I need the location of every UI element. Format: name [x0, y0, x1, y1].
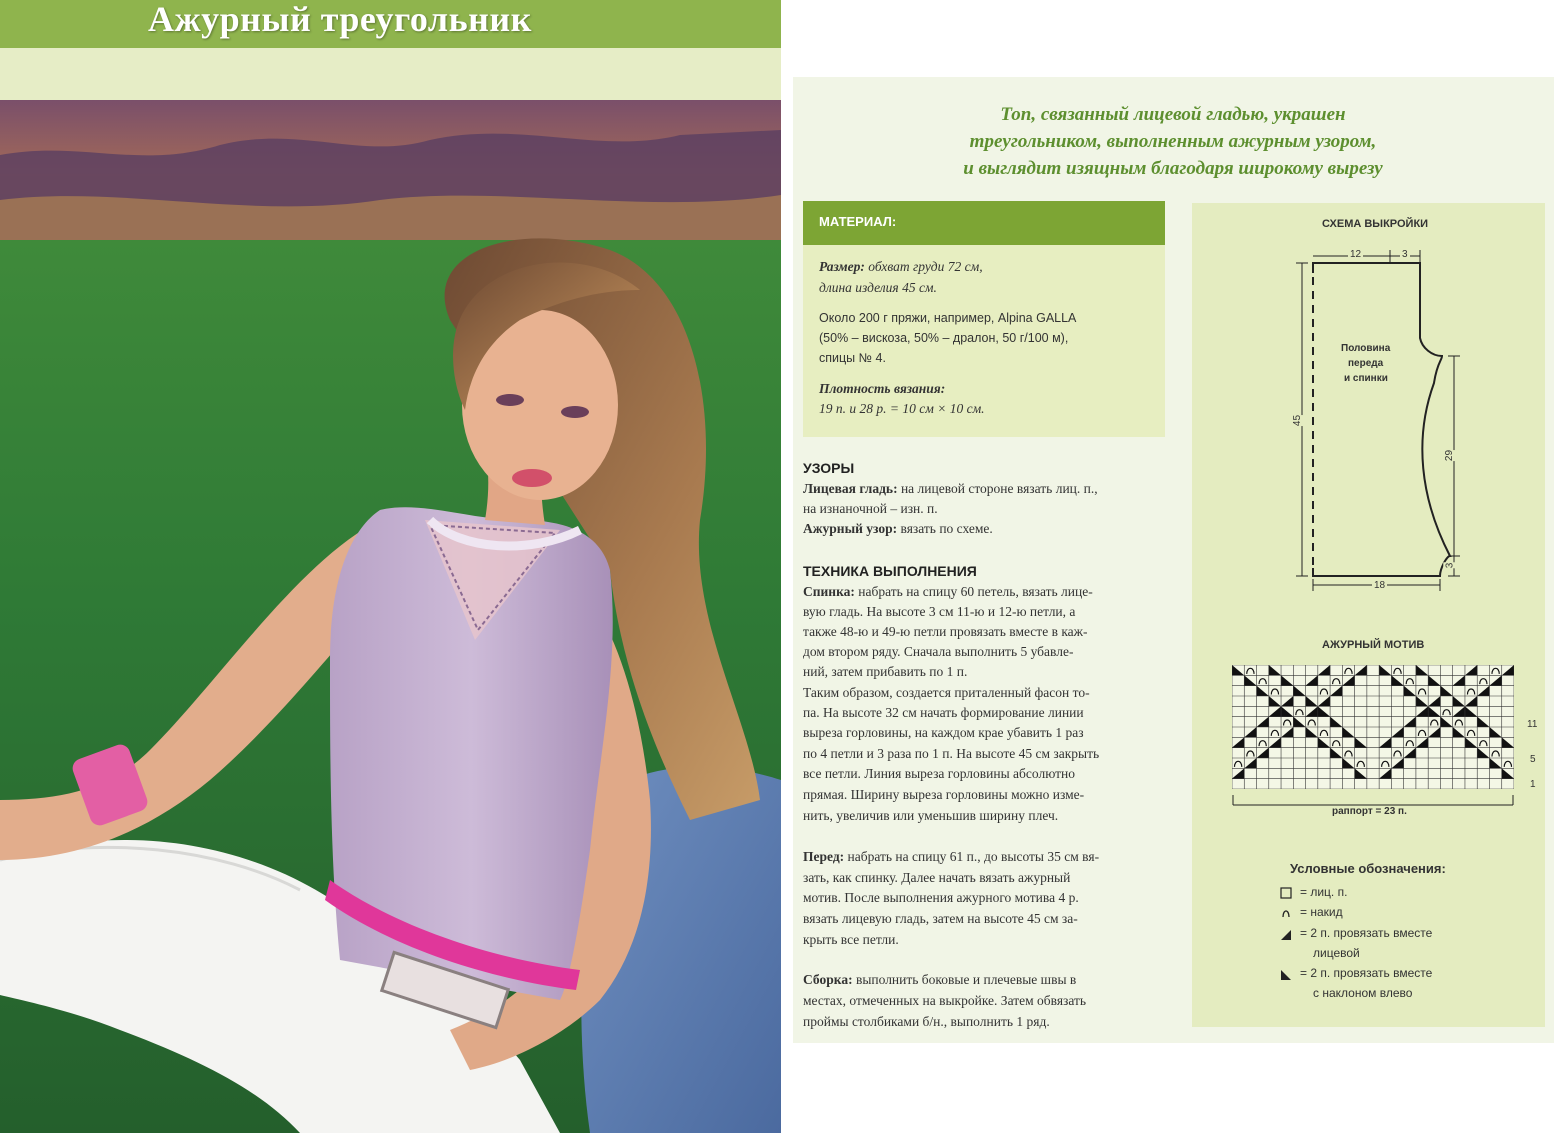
stockinette-text-2: на изнаночной – изн. п. — [803, 501, 938, 516]
piece-label-line: Половина — [1341, 343, 1391, 354]
size-line — [819, 259, 983, 275]
title-band-light — [0, 48, 781, 100]
stockinette-text: на лицевой стороне вязать лиц. п., — [900, 481, 1098, 496]
density-label: Плотность вязания: — [819, 381, 946, 396]
assembly-text: проймы столбиками б/н., выполнить 1 ряд. — [803, 1014, 1050, 1029]
dim-bottom: 18 — [1374, 580, 1386, 591]
yarn-line: (50% – вискоза, 50% – дралон, 50 г/100 м), — [819, 331, 1069, 345]
back-text: набрать на спицу 60 петель, вязать лице- — [858, 584, 1093, 599]
model-photo — [0, 100, 781, 1133]
motif-title: АЖУРНЫЙ МОТИВ — [1322, 639, 1425, 651]
openwork-label: Ажурный узор: — [803, 521, 898, 536]
piece-label-line: и спинки — [1344, 373, 1388, 384]
row-label-1: 1 — [1530, 779, 1536, 790]
back-text: все петли. Линия выреза горловины абсолютно — [803, 766, 1075, 781]
front-line — [803, 849, 1099, 865]
front-label: Перед: — [803, 849, 845, 864]
stockinette-label: Лицевая гладь: — [803, 481, 898, 496]
back-text: прямая. Ширину выреза горловины можно изме- — [803, 787, 1085, 802]
dim-side: 29 — [1444, 449, 1456, 462]
back-label: Спинка: — [803, 584, 855, 599]
back-text: также 48-ю и 49-ю петли провязать вместе в каж- — [803, 624, 1088, 639]
legend-text-2: лицевой — [1313, 946, 1360, 960]
intro-line: треугольником, выполненным ажурным узором, — [969, 131, 1377, 152]
legend-title: Условные обозначения: — [1290, 861, 1446, 876]
page-title: Ажурный треугольник — [148, 0, 532, 39]
size-text: обхват груди 72 см, — [868, 259, 983, 274]
stockinette-line — [803, 481, 1098, 497]
legend-text: = накид — [1300, 905, 1343, 919]
intro-line: Топ, связанный лицевой гладью, украшен — [1000, 104, 1346, 125]
back-text: по 4 петли и 3 раза по 1 п. На высоте 45 см закрыть — [803, 746, 1100, 761]
size-label: Размер: — [819, 259, 865, 274]
back-text: ний, затем прибавить по 1 п. — [803, 664, 968, 679]
right-page — [793, 77, 1554, 1043]
scheme-title: СХЕМА ВЫКРОЙКИ — [1322, 218, 1429, 230]
row-label-11: 11 — [1527, 719, 1538, 730]
openwork-line — [803, 521, 993, 537]
assembly-text: местах, отмеченных на выкройке. Затем обвязать — [803, 993, 1087, 1008]
dim-height: 45 — [1292, 414, 1304, 427]
technique-heading: ТЕХНИКА ВЫПОЛНЕНИЯ — [803, 563, 977, 579]
material-box — [803, 201, 1165, 437]
legend-text: = 2 п. провязать вместе — [1300, 966, 1433, 980]
diagram-panel — [1192, 203, 1545, 1027]
back-text: выреза горловины, на каждом крае убавить 1 раз — [803, 725, 1084, 740]
back-text: дом втором ряду. Сначала выполнить 5 убавле- — [803, 644, 1074, 659]
piece-label-line: переда — [1348, 358, 1384, 369]
assembly-text: выполнить боковые и плечевые швы в — [855, 972, 1077, 987]
legend-text: = лиц. п. — [1300, 885, 1348, 899]
front-text: набрать на спицу 61 п., до высоты 35 см вя- — [847, 849, 1100, 864]
openwork-text: вязать по схеме. — [900, 521, 993, 536]
front-text: мотив. После выполнения ажурного мотива 4 р. — [803, 890, 1079, 905]
back-line — [803, 584, 1093, 600]
dim-top-side: 3 — [1402, 249, 1408, 260]
yarn-over-icon — [1281, 908, 1291, 918]
yarn-line: спицы № 4. — [819, 351, 886, 365]
front-text: вязать лицевую гладь, затем на высоте 45 см за- — [803, 911, 1078, 926]
yarn-line: Около 200 г пряжи, например, Alpina GALLA — [819, 311, 1077, 325]
material-heading: МАТЕРИАЛ: — [819, 214, 897, 229]
back-text: па. На высоте 32 см начать формирование линии — [803, 705, 1084, 720]
square-icon — [1280, 887, 1292, 899]
row-label-5: 5 — [1530, 754, 1536, 765]
pattern-schematic — [1192, 238, 1545, 608]
k2tog-right-icon — [1280, 929, 1292, 941]
openwork-motif-chart — [1232, 665, 1514, 789]
intro-text — [873, 101, 1473, 182]
back-text: нить, увеличив или уменьшив ширину плеч. — [803, 808, 1059, 823]
front-text: зать, как спинку. Далее начать вязать ажурный — [803, 870, 1071, 885]
size-text-2: длина изделия 45 см. — [819, 280, 937, 295]
k2tog-left-icon — [1280, 969, 1292, 981]
front-text: крыть все петли. — [803, 932, 899, 947]
patterns-heading: УЗОРЫ — [803, 460, 855, 476]
back-text: вую гладь. На высоте 3 см 11-ю и 12-ю петли, а — [803, 604, 1076, 619]
legend-text: = 2 п. провязать вместе — [1300, 926, 1433, 940]
assembly-label: Сборка: — [803, 972, 853, 987]
legend-text-2: с наклоном влево — [1313, 986, 1413, 1000]
repeat-label: раппорт = 23 п. — [1329, 806, 1410, 817]
dim-bottom-side: 3 — [1444, 562, 1456, 569]
assembly-line — [803, 972, 1076, 988]
intro-line: и выглядит изящным благодаря широкому вырезу — [963, 158, 1383, 179]
back-text: Таким образом, создается приталенный фасон то- — [803, 685, 1090, 700]
dim-top-width: 12 — [1350, 249, 1362, 260]
density-text: 19 п. и 28 р. = 10 см × 10 см. — [819, 401, 985, 416]
